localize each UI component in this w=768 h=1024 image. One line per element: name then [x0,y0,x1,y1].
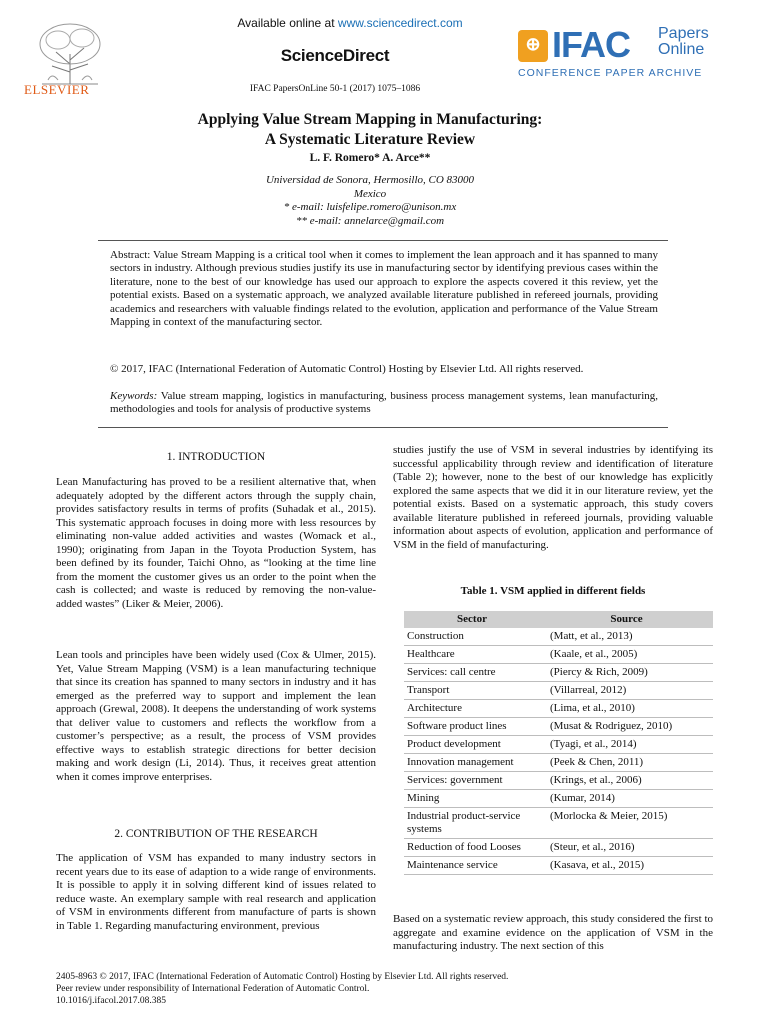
ifac-mark-icon: ⊕ [518,30,548,62]
footer-doi[interactable]: 10.1016/j.ifacol.2017.08.385 [56,996,167,1006]
sector-cell: Services: government [404,772,540,790]
ifac-archive-label: CONFERENCE PAPER ARCHIVE [518,67,703,79]
sector-cell: Product development [404,736,540,754]
sector-cell: Reduction of food Looses [404,839,540,857]
table1 [404,611,713,875]
source-cell: (Peek & Chen, 2011) [540,754,713,772]
table-row [404,628,713,646]
page-footer [56,971,716,1007]
footer-copyright: 2405-8963 © 2017, IFAC (International Federation of Automatic Control) Hosting by Elsevier Ltd. All rights reserved. [56,972,509,982]
source-cell: (Lima, et al., 2010) [540,700,713,718]
sciencedirect-title: ScienceDirect [280,46,390,65]
sector-cell: Transport [404,682,540,700]
source-cell: (Steur, et al., 2016) [540,839,713,857]
keywords: Keywords: Value stream mapping, logistics in manufacturing, business process management systems, lean manufacturing, methodologies and tools for analysis of productive systems [110,390,658,416]
table1-header-sector: Sector [404,611,540,628]
table-row [404,736,713,754]
intro-paragraph-2: Lean tools and principles have been widely used (Cox & Ulmer, 2015). Yet, Value Stream Mapping (VSM) is a lean manufacturing technique that since its creation has spanned to many sectors in industry and it has emerged as the preferred way to support and implement the lean approach (Grewal, 2008). It deepens the understanding of work systems that deliver value to customers and reflects the workflow from a customer’s perspective; as a result, the process of VSM provides effective ways to establish strategic directions for better decision making and work design (Li, 2014). Thus, it receives great attention when it comes improve enterprises. [56,649,376,783]
table-row [404,718,713,736]
sector-cell: Maintenance service [404,857,540,875]
sector-cell: Software product lines [404,718,540,736]
contribution-paragraph-1: The application of VSM has expanded to many industry sectors in recent years due to its ease of adaption to a wide range of environments. It is possible to apply it in solving different kind of issues related to reduce waste. An exemplary sample with real research and application of VSM in environments different from manufacture of parts is shown in Table 1. Regarding manufacturing environment, previous [56,852,376,932]
table-row [404,754,713,772]
section-heading-introduction: 1. INTRODUCTION [166,451,266,463]
sector-cell: Services: call centre [404,664,540,682]
paper-authors: L. F. Romero* A. Arce** [309,152,431,164]
sciencedirect-link[interactable]: www.sciencedirect.com [337,16,463,30]
journal-citation: IFAC PapersOnLine 50-1 (2017) 1075–1086 [249,84,421,94]
abstract-text: Abstract: Value Stream Mapping is a critical tool when it comes to implement the lean approach and it has spanned to many sectors in industry. Although previous studies justify its use in manufacturing sector by identifying previous cases within the literature, none to the best of our knowledge has used our approach to explore the aspects covered it this review, yet the potential exists. Based on a systematic approach, we analyzed available literature published in refereed journals, providing academics and researchers with valuable findings related to the evolution, application and performance of the Value Stream Mapping in context of the manufacturing sector. [110,249,658,329]
elsevier-wordmark: ELSEVIER [24,82,90,97]
source-cell: (Piercy & Rich, 2009) [540,664,713,682]
table1-header-row [404,611,713,628]
source-cell: (Kumar, 2014) [540,790,713,808]
source-cell: (Tyagi, et al., 2014) [540,736,713,754]
ifac-papers-online: Papers Online [658,25,709,58]
table-row [404,772,713,790]
source-cell: (Kasava, et al., 2015) [540,857,713,875]
author-affiliation: Universidad de Sonora, Hermosillo, CO 83000 Mexico * e-mail: luisfelipe.romero@unison.mx ** e-mail: annelarce@gmail.com [265,174,475,227]
column2-paragraph-2: Based on a systematic review approach, this study considered the first to aggregate and examine evidence on the application of VSM in the manufacturing industry. The next section of this [393,913,713,952]
table-row [404,646,713,664]
ifac-logo [518,24,728,80]
sector-cell: Innovation management [404,754,540,772]
table-row [404,664,713,682]
intro-paragraph-1: Lean Manufacturing has proved to be a resilient alternative that, when adequately adopted by the different actors through the supply chain, provides satisfactory results in terms of profits (Suhadak et al., 2015). This systematic approach focuses in doing more with less resources by eliminating non-value added activities and wastes (Womack et al., 1990); originating from Japan in the Toyota Production System, has been defined by its founder, Taichi Ohno, as “looking at the time line from the moment the customer gives us an order to the point when the cash is collected; and waste is reduced by removing the non-value-added wastes” (Liker & Meier, 2006). [56,476,376,610]
abstract-copyright: © 2017, IFAC (International Federation of Automatic Control) Hosting by Elsevier Ltd. All rights reserved. [110,363,584,375]
sector-cell: Architecture [404,700,540,718]
source-cell: (Morlocka & Meier, 2015) [540,808,713,839]
table-row [404,700,713,718]
sector-cell: Construction [404,628,540,646]
sector-cell: Industrial product-service systems [404,808,540,839]
table-row [404,790,713,808]
table-row [404,839,713,857]
ifac-word: IFAC [552,24,631,65]
table1-caption: Table 1. VSM applied in different fields [460,585,646,597]
table-row [404,682,713,700]
source-cell: (Villarreal, 2012) [540,682,713,700]
source-cell: (Musat & Rodriguez, 2010) [540,718,713,736]
column2-paragraph-1: studies justify the use of VSM in several industries by identifying its successful applicability through review and identification of literature (Table 2); however, none to the best of our knowledge has explicitly explored the same aspects that we did it in our literature review, yet the potential exists. Based on a systematic approach, this study covers available literature published in refereed journals, providing valuable information about aspects of evolution, application and performance of VSM in the field of manufacturing. [393,444,713,551]
footer-peer-review: Peer review under responsibility of International Federation of Automatic Control. [56,984,370,994]
sector-cell: Mining [404,790,540,808]
table-row [404,857,713,875]
source-cell: (Kaale, et al., 2005) [540,646,713,664]
table-row [404,808,713,839]
source-cell: (Krings, et al., 2006) [540,772,713,790]
table1-header-source: Source [540,611,713,628]
paper-title: Applying Value Stream Mapping in Manufacturing: A Systematic Literature Review [197,111,543,148]
section-heading-contribution: 2. CONTRIBUTION OF THE RESEARCH [114,828,318,840]
available-prefix: Available online at [237,16,338,30]
source-cell: (Matt, et al., 2013) [540,628,713,646]
sector-cell: Healthcare [404,646,540,664]
